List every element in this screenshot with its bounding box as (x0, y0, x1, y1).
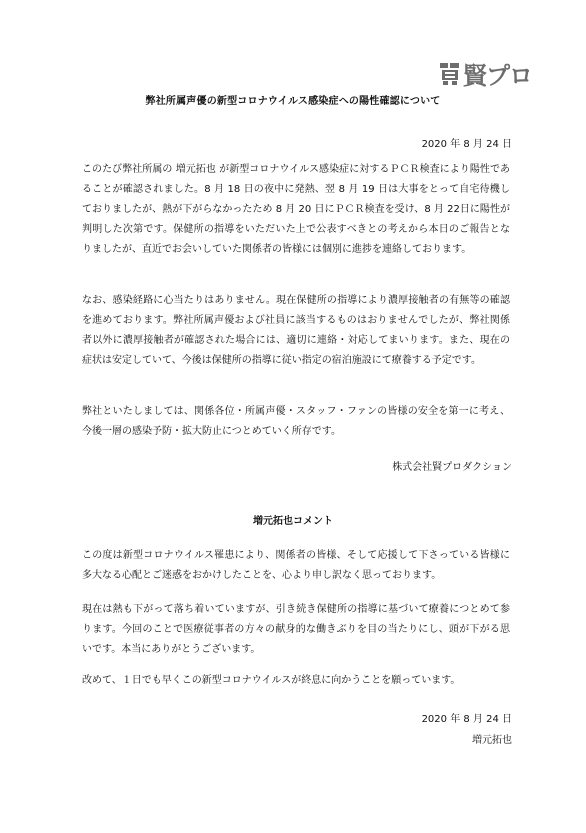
comment-signature: 増元拓也 (472, 735, 512, 746)
kenpro-logo-icon (439, 62, 461, 86)
logo-text: 賢プロ (463, 62, 532, 90)
comment-paragraph-3: 改めて、１日でも早くこの新型コロナウイルスが終息に向かうことを願っています。 (82, 675, 461, 686)
statement-paragraph-2: なお、感染経路に心当たりはありません。現在保健所の指導により濃厚接触者の有無等の確認を進めております。弊社所属声優および社員に該当するものはおりませんでしたが、弊社関係者以外に濃厚接触者が確認された場合には、適切に連絡・対応してまいります。また、現在の症状は安定していて、今後は保健所の指導に従い指定の宿泊施設にて療養する予定です。 (82, 295, 510, 366)
statement-date: 2020 年 8 月 24 日 (421, 139, 512, 150)
document-title: 弊社所属声優の新型コロナウイルス感染症への陽性確認について (145, 96, 441, 107)
company-logo (439, 56, 532, 91)
company-name: 株式会社賢プロダクション (392, 462, 512, 473)
comment-date: 2020 年 8 月 24 日 (421, 714, 512, 725)
comment-paragraph-2: 現在は熱も下がって落ち着いていますが、引き続き保健所の指導に基づいて療養につとめて参ります。今回のことで医療従事者の方々の献身的な働きぶりを目の当たりにし、頭が下がる思いです。本当にありがとうございます。 (82, 604, 510, 655)
statement-paragraph-1: このたび弊社所属の 増元拓也 が新型コロナウイルス感染症に対するＰＣＲ検査により陽性であることが確認されました。8 月 18 日の夜中に発熱、翌 8 月 19 日は大事をとって自宅待機しておりましたが、熱が下がらなかったため 8 月 20 日にＰＣＲ検査を受け、8 月 22日に陽性が判明した次第です。保健所の指導をいただいた上で公表すべきとの考えから本日のご報告となりましたが、直近でお会いしていた関係者の皆様には個別に進捗を連絡しております。 (82, 164, 510, 255)
comment-paragraph-1: この度は新型コロナウイルス罹患により、関係者の皆様、そして応援して下さっている皆様に多大なる心配とご迷惑をおかけしたことを、心より申し訳なく思っております。 (82, 550, 510, 581)
statement-paragraph-3: 弊社といたしましては、関係各位・所属声優・スタッフ・ファンの皆様の安全を第一に考え、今後一層の感染予防・拡大防止につとめていく所存です。 (82, 406, 510, 437)
comment-title: 増元拓也コメント (253, 516, 333, 527)
